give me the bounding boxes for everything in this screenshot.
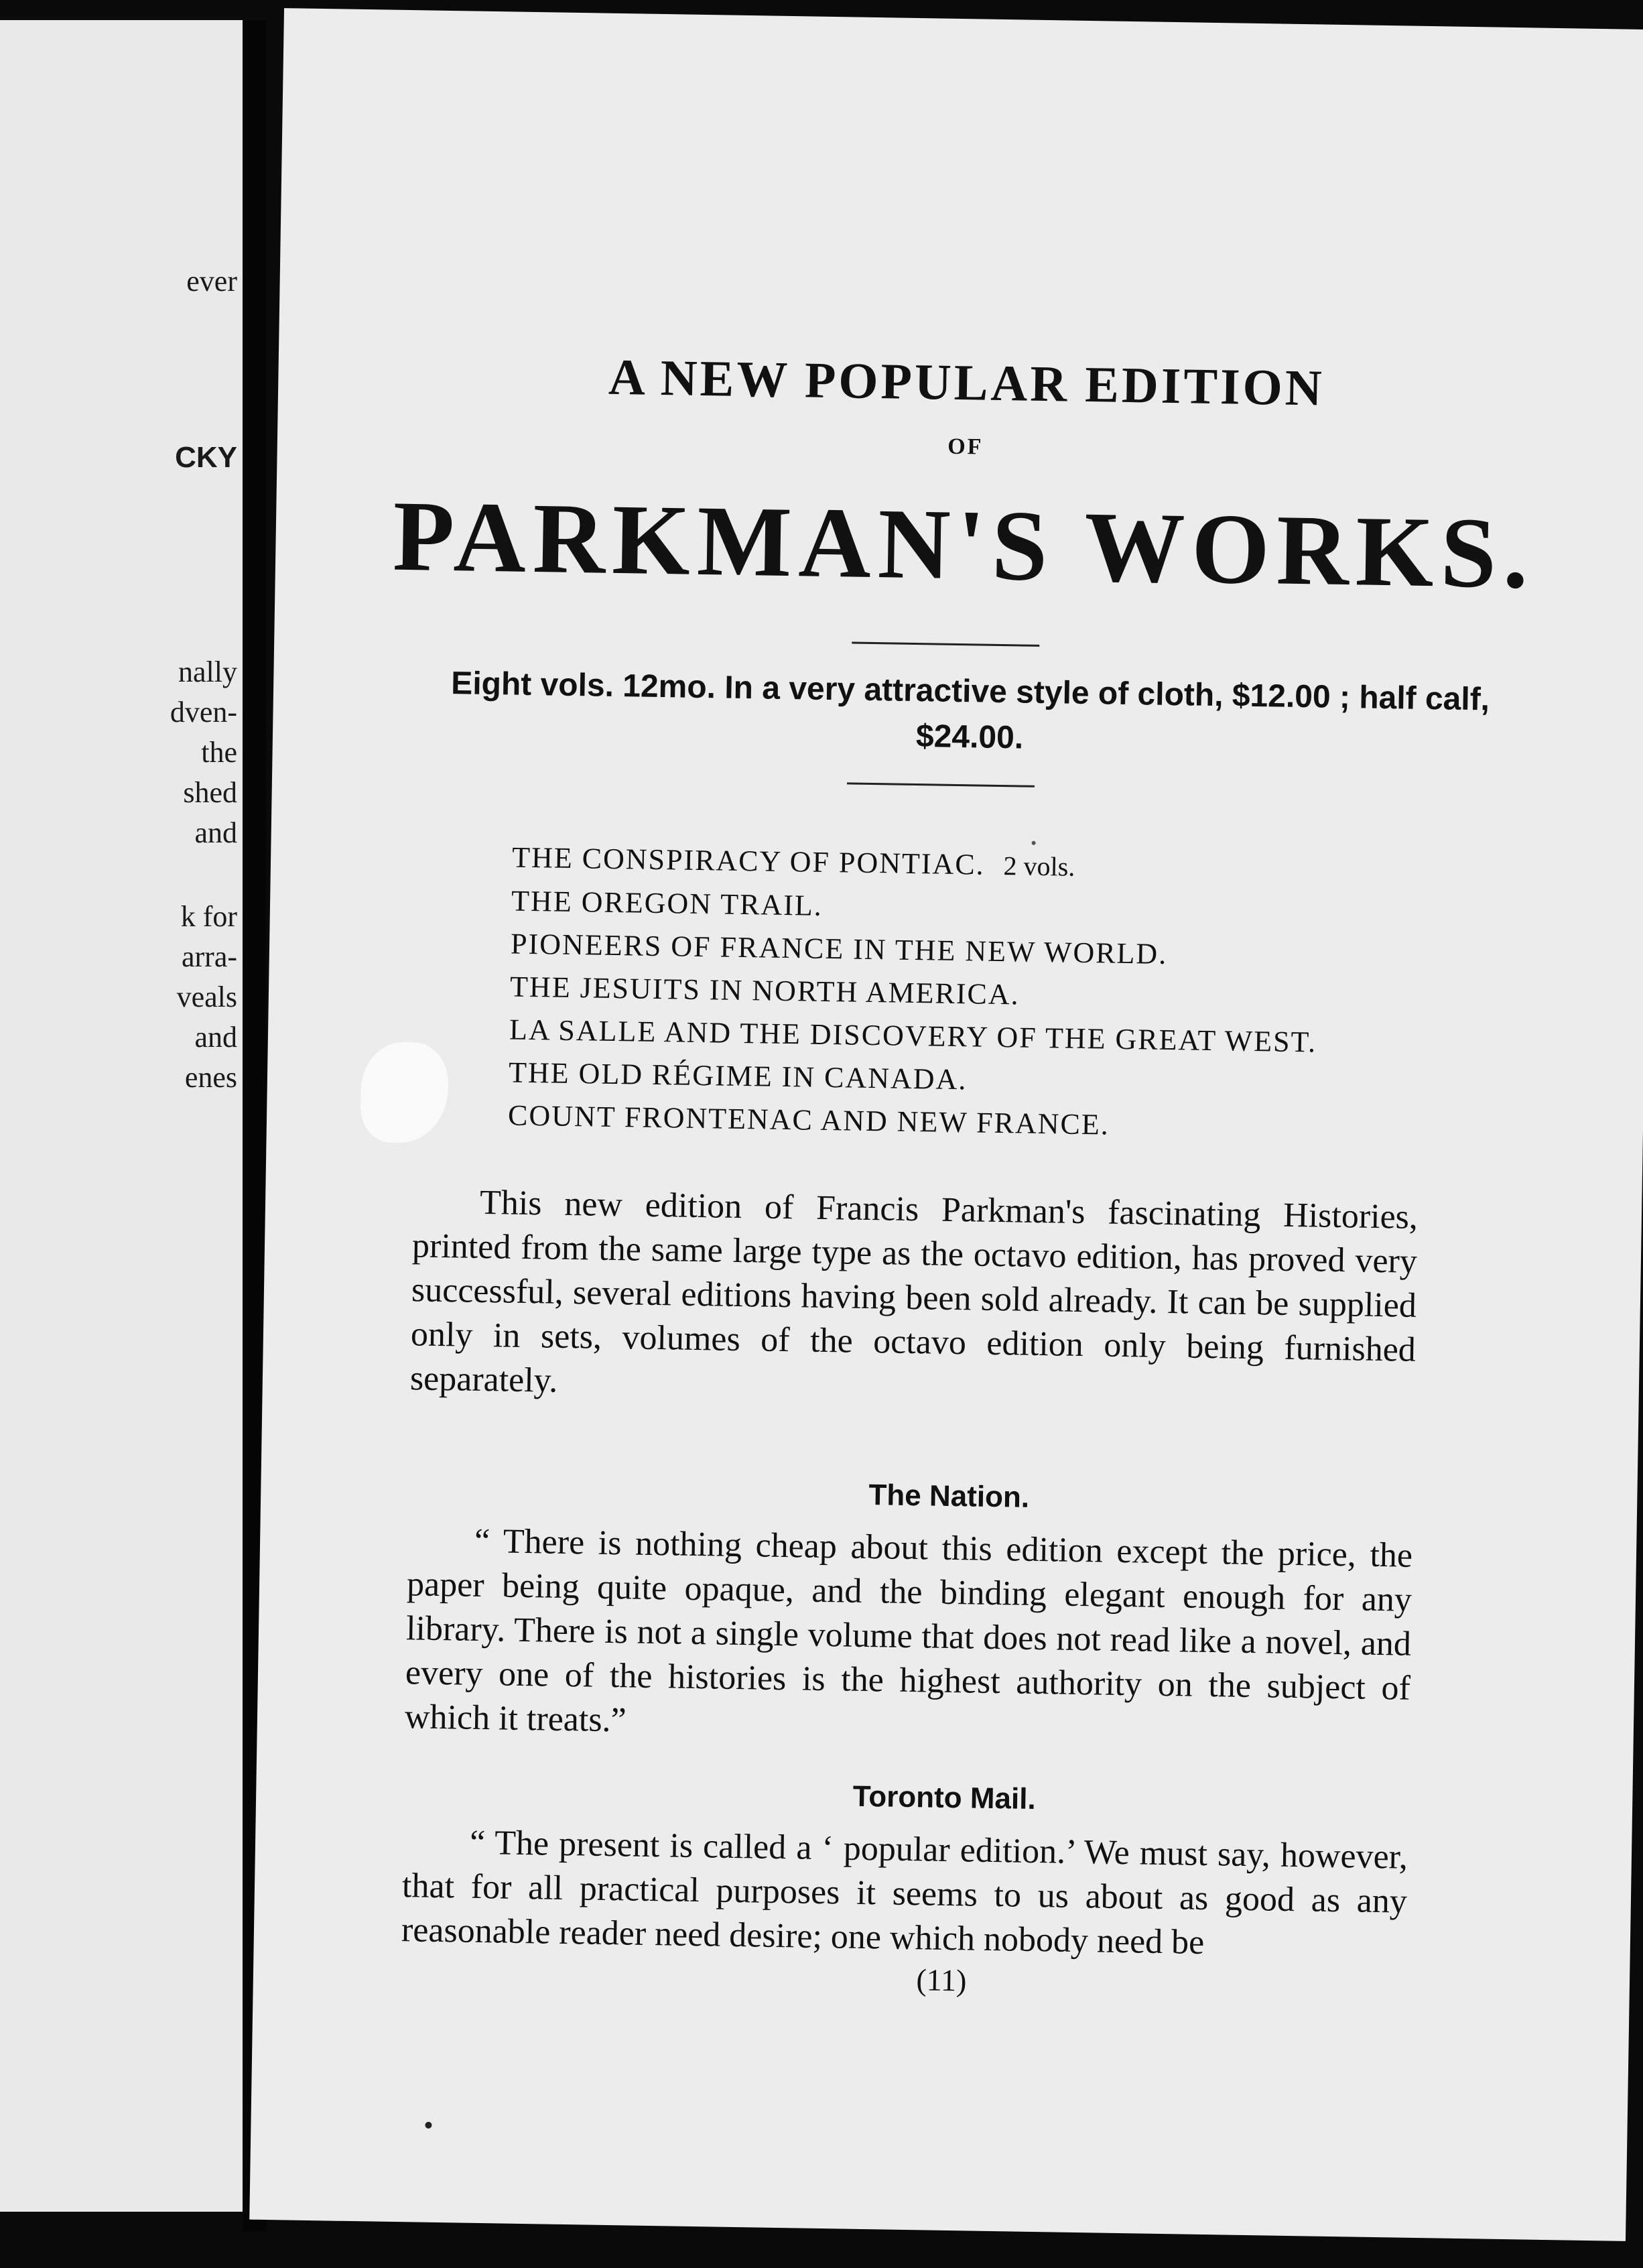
intro-paragraph: This new edition of Francis Parkman's fascinating Histories, printed from the same large type as the octavo edition, has proved very successful, several editions having been sold already. It can be supplied only in sets, volumes of the octavo edition only being furnished separately. [409,1183,1419,1400]
divider-rule [847,782,1035,787]
left-page-text-line: and [194,1021,237,1054]
volume-note: 2 vols. [1003,850,1075,882]
work-title: THE OLD RÉGIME IN CANADA. [508,1056,968,1096]
left-page-text-line: ever [186,265,237,298]
review-source: The Nation. [868,1478,1030,1514]
work-title: COUNT FRONTENAC AND NEW FRANCE. [507,1098,1110,1141]
page-content [249,8,1643,2241]
page-title: PARKMAN'S WORKS. [392,480,1536,610]
work-title: THE OREGON TRAIL. [511,884,824,922]
heading-of: OF [947,434,984,460]
left-page-text-line: arra- [181,940,237,973]
print-speck [425,2122,432,2129]
divider-rule [852,641,1039,646]
review-source: Toronto Mail. [852,1779,1037,1816]
left-page-text-line: veals [176,981,237,1013]
left-page-text-line: dven- [170,696,237,729]
edition-heading: A NEW POPULAR EDITION [608,349,1325,417]
review-quote: “ The present is called a ‘ popular edition.’ We must say, however, that for all practical purposes it seems to us about as good as any reasonable reader need desire; one which nobody need be [401,1823,1408,1962]
left-page-text-line: shed [183,776,237,809]
work-title: LA SALLE AND THE DISCOVERY OF THE GREAT WEST. [509,1013,1317,1059]
left-page-text-line: CKY [175,441,237,474]
review-quote: “ There is nothing cheap about this edition except the price, the paper being quite opaque, and the binding elegant enough for any library. There is not a single volume that does not read like a novel, and every one of the histories is the highest authority on the subject of which it treats.” [404,1521,1413,1740]
price-line: Eight vols. 12mo. In a very attractive style of cloth, $12.00 ; half calf, $24.00. [450,666,1490,756]
left-page-text-line: enes [184,1061,237,1094]
left-page-text-line: k for [180,900,237,933]
page-number: (11) [916,1962,967,1998]
left-page-text-line: nally [178,655,237,688]
paper-blemish [360,1042,448,1143]
left-page-text-line: the [201,736,237,769]
left-page-text-line: and [194,816,237,849]
title-list [508,836,1518,1153]
work-title: THE CONSPIRACY OF PONTIAC. [511,840,986,881]
work-title: THE JESUITS IN NORTH AMERICA. [509,970,1021,1011]
right-page [249,8,1643,2241]
work-title: PIONEERS OF FRANCE IN THE NEW WORLD. [510,927,1168,970]
left-page [0,20,243,2212]
